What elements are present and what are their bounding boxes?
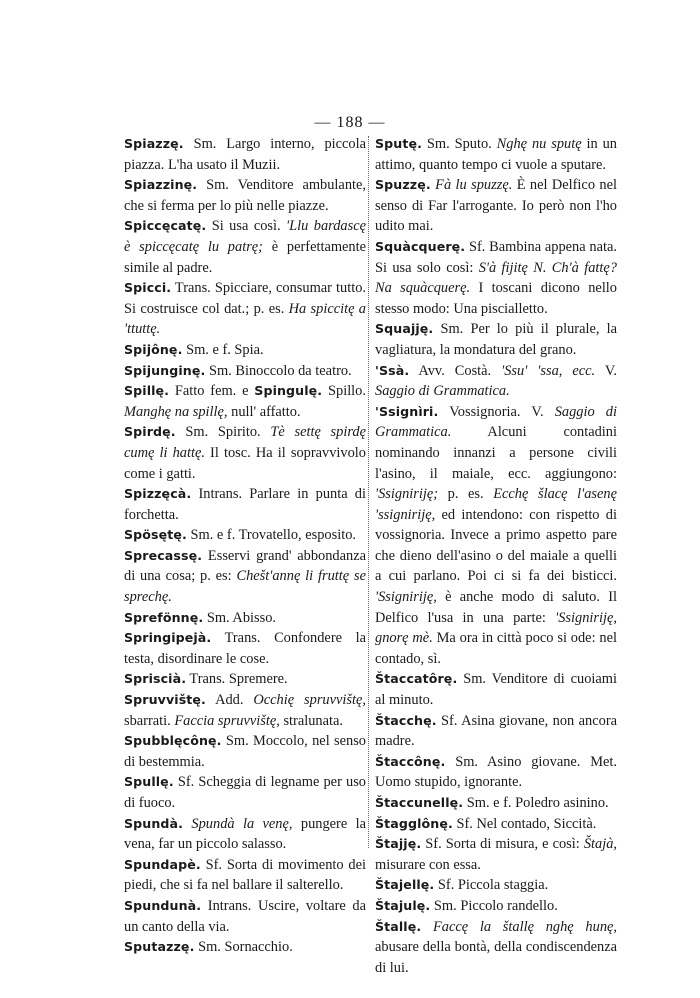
- entry-definition: Trans. Spremere.: [186, 671, 288, 688]
- entry-definition: p. es.: [438, 486, 494, 503]
- entry-definition: Fatto fem. e: [169, 383, 255, 400]
- entry-definition: Sm. Spirito.: [175, 424, 271, 441]
- left-column: [124, 134, 366, 958]
- entry-definition: Esservi grand' abbondanza di una cosa; p. es:: [124, 547, 366, 585]
- dictionary-entry: [124, 937, 366, 958]
- entry-definition: Sf. Piccola staggia.: [434, 877, 549, 894]
- dictionary-entry: [124, 690, 366, 731]
- entry-definition: Sm. Venditore di cuoiami al minuto.: [375, 671, 617, 709]
- entry-example: Chešt'annę li fruttę se sprechę.: [124, 568, 366, 606]
- entry-definition: I toscani dicono nello stesso modo: Una piscialletto.: [375, 280, 618, 317]
- dictionary-entry: [375, 834, 617, 875]
- dictionary-entry: [124, 814, 366, 855]
- entry-definition: Sf. Scheggia di legname per uso di fuoco.: [124, 774, 366, 811]
- entry-headword: Spiazzinę.: [124, 177, 198, 193]
- entry-definition: Sm. e f. Trovatello, esposito.: [186, 527, 357, 544]
- entry-example: 'Ssu' 'ssa, ecc.: [501, 362, 596, 379]
- entry-headword: Spriscià.: [124, 671, 187, 687]
- entry-definition: Sm. e f. Spia.: [182, 341, 264, 358]
- entry-definition: Sm. Largo interno, piccola piazza. L'ha usato il Muzii.: [124, 136, 366, 173]
- dictionary-entry: [124, 772, 366, 813]
- entry-definition: Add.: [205, 692, 254, 709]
- entry-headword: Štaccônę.: [375, 753, 446, 769]
- entry-definition: è perfettamente simile al padre.: [124, 238, 367, 276]
- entry-definition: Trans. Spicciare, consumar tutto. Si costruisce col dat.; p. es.: [124, 280, 366, 317]
- entry-definition: Sf. Sorta di movimento dei piedi, che si fa nel ballare il salterello.: [124, 856, 366, 894]
- dictionary-entry: [124, 855, 366, 896]
- entry-headword: Spruvvištę.: [124, 692, 206, 708]
- entry-definition: Ma ora in città poco si ode: nel contado, sì.: [375, 630, 617, 667]
- dictionary-entry: [375, 134, 617, 175]
- column-divider: [368, 136, 369, 848]
- entry-definition: Sm. Sornacchio.: [194, 939, 293, 956]
- entry-example: Ecchę šlacę l'asenę 'ssigniriję,: [375, 486, 617, 523]
- entry-headword: Štajellę.: [375, 877, 435, 893]
- dictionary-entry: [124, 422, 366, 484]
- entry-headword: Squajję.: [375, 321, 434, 337]
- entry-headword: Štaccunellę.: [375, 795, 464, 810]
- dictionary-entry: [124, 628, 366, 669]
- entry-headword: Spicci.: [124, 280, 172, 296]
- entry-headword: Štallę.: [375, 918, 422, 934]
- right-column: [375, 134, 617, 978]
- dictionary-entry: [124, 381, 366, 422]
- dictionary-entry: [375, 711, 617, 752]
- entry-definition: Trans. Confondere la testa, disordinare le cose.: [124, 630, 366, 667]
- entry-example: Tè settę spirdę cumę li hattę.: [124, 424, 366, 461]
- entry-definition: sbarrati.: [124, 712, 175, 729]
- entry-example: 'Ssigniriję,: [375, 589, 437, 606]
- entry-headword: Štaccatôrę.: [375, 671, 458, 687]
- entry-headword: Sprefönnę.: [124, 609, 204, 625]
- entry-definition: ed intendono: con rispetto di vossignoria. Invece a primo aspetto pare che dieno dell'asino o del maiale a quelli a cui parlano. Poi ci si fa dei bisticci.: [375, 506, 617, 585]
- entry-definition: Intrans. Uscire, voltare da un canto della via.: [124, 897, 366, 935]
- entry-definition: abusare della bontà, della condiscendenza di lui.: [375, 939, 617, 976]
- entry-headword: Spullę.: [124, 774, 174, 790]
- entry-headword: Squàcquerę.: [375, 238, 466, 254]
- entry-definition: È nel Delfico nel senso di Far l'arrogante. Io però non l'ho udito mai.: [375, 177, 617, 235]
- entry-definition: Sm. Abisso.: [203, 609, 277, 626]
- entry-definition: Sm. Per lo più il plurale, la vagliatura, la mondatura del grano.: [375, 321, 617, 358]
- entry-definition: stralunata.: [279, 712, 343, 729]
- entry-definition: [421, 919, 433, 935]
- entry-definition: Sm. Piccolo randello.: [430, 897, 558, 914]
- entry-headword: Springipejà.: [124, 630, 212, 646]
- entry-example: Saggio di Grammatica.: [375, 403, 617, 441]
- entry-definition: Intrans. Parlare in punta di forchetta.: [124, 486, 366, 523]
- entry-example: Faccę la štallę nghę hunę,: [433, 918, 618, 935]
- entry-definition: in un attimo, quanto tempo ci vuole a sputare.: [375, 136, 617, 173]
- dictionary-entry: [375, 752, 617, 793]
- entry-definition: Il tosc. Ha il sopravvivolo come i gatti.: [124, 444, 366, 482]
- entry-headword: Štajję.: [375, 836, 422, 852]
- dictionary-entry: [124, 278, 366, 340]
- entry-headword: Štajulę.: [375, 897, 431, 913]
- entry-example: Štajà,: [583, 836, 617, 853]
- dictionary-entry: [375, 361, 617, 402]
- dictionary-entry: [124, 525, 366, 546]
- entry-headword: 'Ssà.: [375, 362, 410, 378]
- entry-example: Spundà la venę,: [191, 815, 293, 832]
- dictionary-entry: [124, 484, 366, 525]
- dictionary-entry: [124, 340, 366, 361]
- dictionary-entry: [375, 402, 617, 670]
- entry-definition: V.: [595, 362, 617, 379]
- dictionary-entry: [375, 917, 617, 979]
- entry-headword: Spundunà.: [124, 897, 202, 913]
- dictionary-entry: [124, 361, 366, 382]
- entry-headword: Spizzęcà.: [124, 486, 192, 502]
- entry-headword: Sputę.: [375, 136, 422, 151]
- entry-example: 'Ssigniriję, gnorę mè.: [375, 609, 617, 647]
- page-number: — 188 —: [314, 114, 386, 131]
- entry-example: Nghę nu sputę: [496, 136, 582, 152]
- entry-example: S'à fijitę N. Ch'à fattę? Na squàcquerę.: [375, 259, 617, 297]
- entry-headword: Spillę.: [124, 383, 170, 399]
- entry-headword: Štagglônę.: [375, 815, 453, 831]
- entry-headword: Sprecassę.: [124, 547, 203, 563]
- entry-headword: Spijunginę.: [124, 362, 206, 378]
- entry-example: 'Llu bardascę è spiccęcatę lu patrę;: [124, 218, 366, 255]
- dictionary-entry: [124, 216, 366, 278]
- entry-headword: Spijônę.: [124, 341, 183, 357]
- entry-headword: Sputazzę.: [124, 939, 195, 955]
- entry-example: Saggio di Grammatica.: [375, 383, 510, 400]
- entry-definition: Sf. Bambina appena nata. Si usa solo così:: [375, 238, 617, 276]
- dictionary-entry: [375, 175, 617, 237]
- entry-headword: Spundà.: [124, 815, 184, 831]
- dictionary-entry: [124, 731, 366, 772]
- entry-headword: Spubblęcônę.: [124, 733, 222, 749]
- entry-definition: Spillo.: [322, 383, 366, 400]
- dictionary-entry: [124, 669, 366, 690]
- dictionary-entry: [375, 875, 617, 896]
- entry-definition: pungere la vena, far un piccolo salasso.: [124, 815, 366, 853]
- entry-definition: Alcuni contadini nominando innanzi a persone civili l'asino, il maiale, ecc. aggiungono:: [375, 424, 617, 482]
- entry-definition: null' affatto.: [227, 403, 301, 420]
- entry-example: Fà lu spuzzę.: [435, 177, 513, 194]
- entry-example: Ha spiccitę a 'ttuttę.: [124, 300, 367, 338]
- entry-definition: misurare con essa.: [375, 856, 481, 873]
- entry-definition: Si usa così.: [206, 218, 287, 235]
- entry-definition: Sm. Binoccolo da teatro.: [205, 362, 352, 379]
- entry-definition: Sf. Nel contado, Siccità.: [452, 815, 597, 832]
- entry-example: 'Ssigniriję;: [375, 486, 439, 503]
- entry-example: Occhię spruvvištę,: [253, 692, 366, 709]
- dictionary-entry: [124, 175, 366, 216]
- dictionary-entry: [124, 546, 366, 608]
- dictionary-entry: [375, 669, 617, 710]
- dictionary-entry: [375, 793, 617, 814]
- dictionary-entry: [375, 814, 617, 835]
- dictionary-entry: [124, 608, 366, 629]
- dictionary-entry: [375, 319, 617, 360]
- entry-definition: Sm. Venditore ambulante, che si ferma per lo più nelle piazze.: [124, 177, 366, 214]
- entry-example: Faccia spruvvištę,: [174, 712, 280, 729]
- entry-headword: Spösętę.: [124, 527, 187, 543]
- entry-headword: Spiazzę.: [124, 136, 184, 151]
- entry-definition: è anche modo di saluto. Il Delfico l'usa in una parte:: [375, 589, 617, 626]
- entry-headword: Štacchę.: [375, 712, 437, 728]
- dictionary-entry: [124, 134, 366, 175]
- dictionary-entry: [375, 896, 617, 917]
- entry-definition: Sf. Sorta di misura, e così:: [421, 836, 584, 853]
- entry-definition: Vossignoria. V.: [438, 403, 555, 420]
- entry-definition: Sm. Moccolo, nel senso di bestemmia.: [124, 733, 366, 770]
- entry-headword: Spirdę.: [124, 424, 176, 440]
- entry-headword: Spingulę.: [254, 383, 323, 399]
- entry-headword: Spiccęcatę.: [124, 218, 207, 234]
- entry-example: Manghę na spillę,: [124, 403, 228, 420]
- entry-definition: Sm. Sputo.: [422, 136, 497, 152]
- entry-definition: Sm. Asino giovane. Met. Uomo stupido, ignorante.: [375, 753, 617, 791]
- dictionary-entry: [124, 896, 366, 937]
- dictionary-entry: [375, 237, 617, 319]
- entry-definition: Avv. Costà.: [409, 362, 502, 379]
- entry-definition: Sf. Asina giovane, non ancora madre.: [375, 712, 617, 750]
- entry-headword: Spundapè.: [124, 856, 201, 872]
- entry-headword: Spuzzę.: [375, 177, 431, 193]
- entry-headword: 'Ssignìri.: [375, 403, 439, 419]
- entry-definition: Sm. e f. Poledro asinino.: [463, 795, 609, 811]
